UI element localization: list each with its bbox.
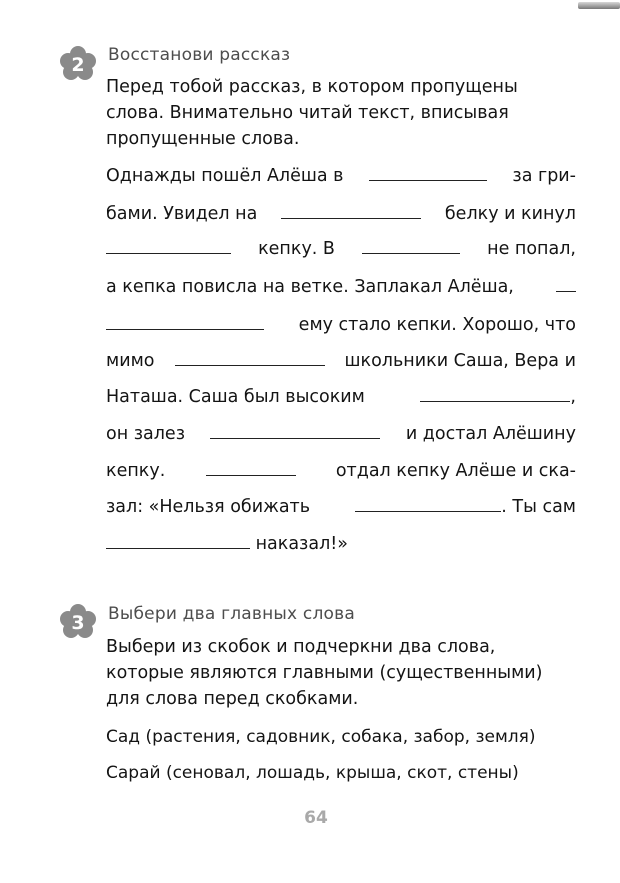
task-3-number-badge [60, 604, 96, 638]
answer-blank[interactable] [106, 236, 231, 254]
answer-blank[interactable] [175, 348, 325, 366]
story-text: Наташа. Саша был высоким [106, 387, 365, 407]
story-text: белку и кинул [444, 204, 576, 224]
answer-blank[interactable] [420, 384, 570, 402]
story-text: за гри- [512, 166, 576, 186]
story-text: , [570, 387, 576, 407]
task-2-instructions: Перед тобой рассказ, в котором пропущены слова. Внимательно читай текст, вписывая пропущенные слова. [106, 77, 518, 149]
answer-blank[interactable] [556, 274, 576, 292]
answer-blank[interactable] [106, 531, 250, 549]
answer-blank[interactable] [355, 494, 501, 512]
story-line [106, 421, 576, 447]
story-text: бами. Увидел на [106, 204, 258, 224]
flower-badge-icon [60, 604, 96, 638]
page-number: 64 [304, 808, 328, 828]
story-line [106, 348, 576, 374]
answer-blank[interactable] [281, 201, 421, 219]
task-3-title: Выбери два главных слова [108, 604, 355, 624]
answer-blank[interactable] [362, 236, 460, 254]
task-2-number: 2 [71, 54, 85, 76]
story-text: зал: «Нельзя обижать [106, 497, 311, 517]
word-choice-item[interactable]: Сарай (сеновал, лошадь, крыша, скот, стены) [106, 763, 519, 783]
story-text: а кепка повисла на ветке. Заплакал Алёша, [106, 277, 514, 297]
answer-blank[interactable] [206, 458, 296, 476]
story-text: не попал, [487, 239, 576, 259]
answer-blank[interactable] [369, 163, 487, 181]
word-choice-item[interactable]: Сад (растения, садовник, собака, забор, земля) [106, 727, 536, 747]
task-3-instructions: Выбери из скобок и подчеркни два слова, которые являются главными (существенными) для слова перед скобками. [106, 637, 543, 709]
page-corner-mark [578, 2, 620, 9]
story-line [106, 236, 576, 262]
story-text: кепку. [106, 461, 166, 481]
story-line [106, 531, 576, 557]
task-3-number: 3 [71, 612, 85, 634]
story-line [106, 384, 576, 410]
story-text: наказал!» [255, 534, 348, 554]
story-text: . Ты сам [501, 497, 576, 517]
story-text: и достал Алёшину [405, 424, 576, 444]
story-line [106, 163, 576, 189]
story-text: он залез [106, 424, 185, 444]
story-line [106, 274, 576, 300]
flower-badge-icon [60, 46, 96, 80]
task-2-title: Восстанови рассказ [108, 45, 291, 65]
story-line [106, 494, 576, 520]
story-text: кепку. В [258, 239, 335, 259]
story-text: отдал кепку Алёше и ска- [335, 461, 576, 481]
story-text: школьники Саша, Вера и [344, 351, 576, 371]
answer-blank[interactable] [210, 421, 380, 439]
answer-blank[interactable] [106, 312, 264, 330]
story-text: мимо [106, 351, 155, 371]
story-text: Однажды пошёл Алёша в [106, 166, 344, 186]
story-line [106, 458, 576, 484]
story-line [106, 201, 576, 227]
task-2-number-badge [60, 46, 96, 80]
story-text: ему стало кепки. Хорошо, что [298, 315, 576, 335]
story-line [106, 312, 576, 338]
